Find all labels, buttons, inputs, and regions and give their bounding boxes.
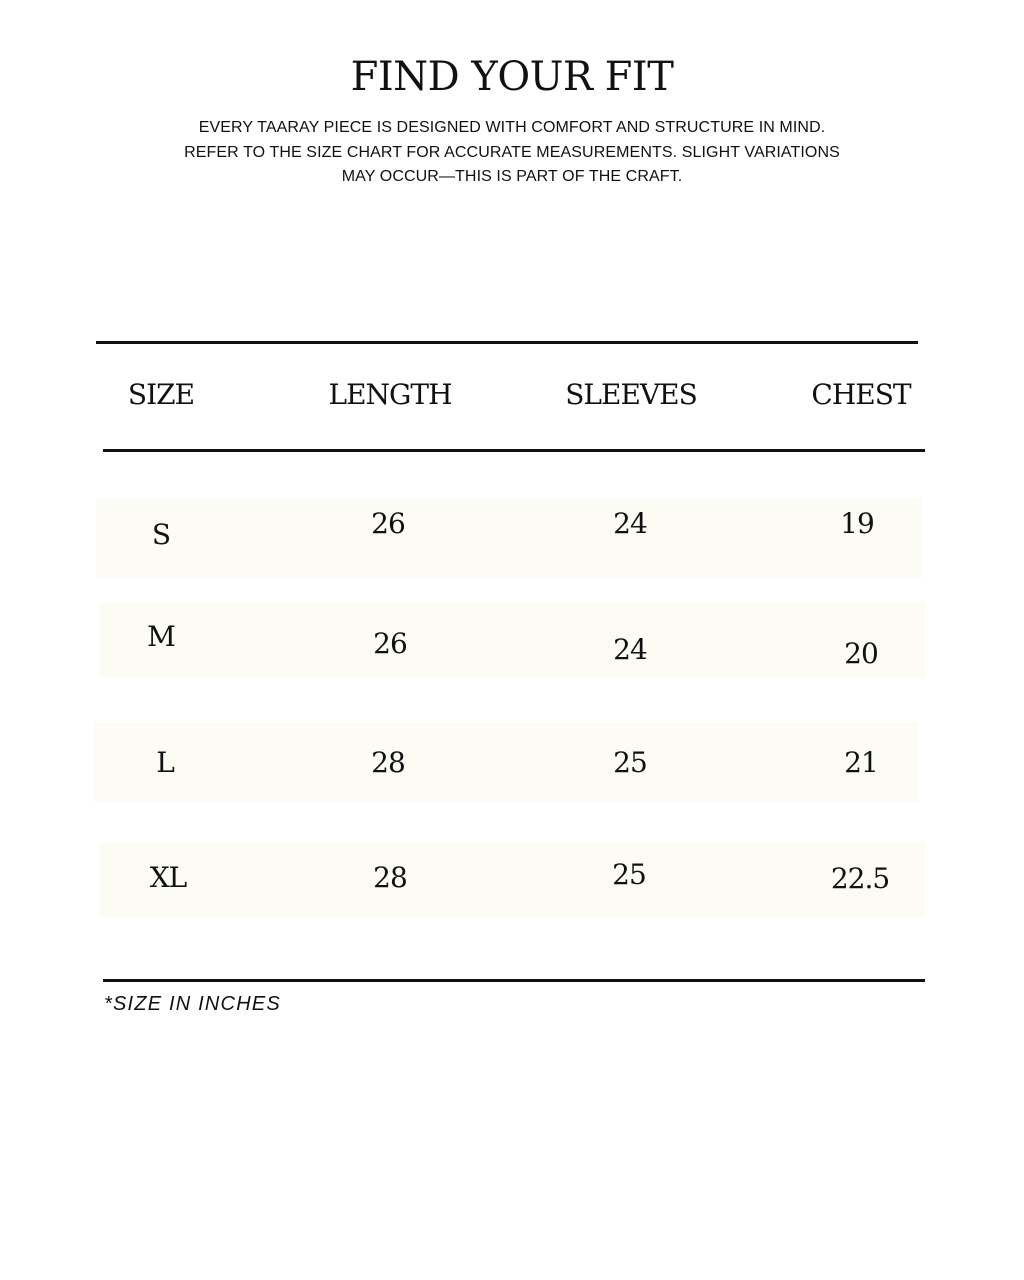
- table-header-rule: [103, 449, 925, 452]
- column-header-chest: CHEST: [811, 378, 911, 411]
- intro-line: MAY OCCUR—THIS IS PART OF THE CRAFT.: [341, 168, 683, 185]
- intro-line: EVERY TAARAY PIECE IS DESIGNED WITH COMFORT AND STRUCTURE IN MIND.: [198, 119, 826, 136]
- column-header-length: LENGTH: [328, 378, 452, 411]
- intro-line: REFER TO THE SIZE CHART FOR ACCURATE MEASUREMENTS. SLIGHT VARIATIONS: [184, 143, 840, 161]
- intro-text: [0, 116, 1024, 190]
- chest-cell: 20: [844, 637, 878, 670]
- size-unit-note: *SIZE IN INCHES: [104, 993, 281, 1015]
- page-title: FIND YOUR FIT: [350, 54, 674, 100]
- column-header-size: SIZE: [127, 378, 195, 411]
- table-row: [96, 499, 922, 578]
- sleeves-cell: 24: [613, 633, 647, 666]
- table-row: [100, 602, 925, 678]
- table-bottom-rule: [103, 979, 925, 982]
- chest-cell: 19: [840, 507, 874, 540]
- size-cell: XL: [149, 861, 187, 894]
- length-cell: 26: [371, 507, 405, 540]
- column-header-sleeves: SLEEVES: [565, 378, 697, 411]
- chest-cell: 21: [844, 746, 878, 779]
- sleeves-cell: 25: [613, 746, 647, 779]
- table-top-rule: [96, 341, 918, 344]
- length-cell: 26: [373, 627, 407, 660]
- size-cell: L: [156, 746, 174, 779]
- table-row: [100, 842, 925, 917]
- chest-cell: 22.5: [830, 862, 890, 895]
- size-cell: S: [151, 518, 171, 551]
- sleeves-cell: 25: [612, 858, 646, 891]
- length-cell: 28: [371, 746, 405, 779]
- table-row: [93, 722, 918, 802]
- length-cell: 28: [373, 861, 407, 894]
- sleeves-cell: 24: [613, 507, 647, 540]
- size-cell: M: [147, 620, 175, 653]
